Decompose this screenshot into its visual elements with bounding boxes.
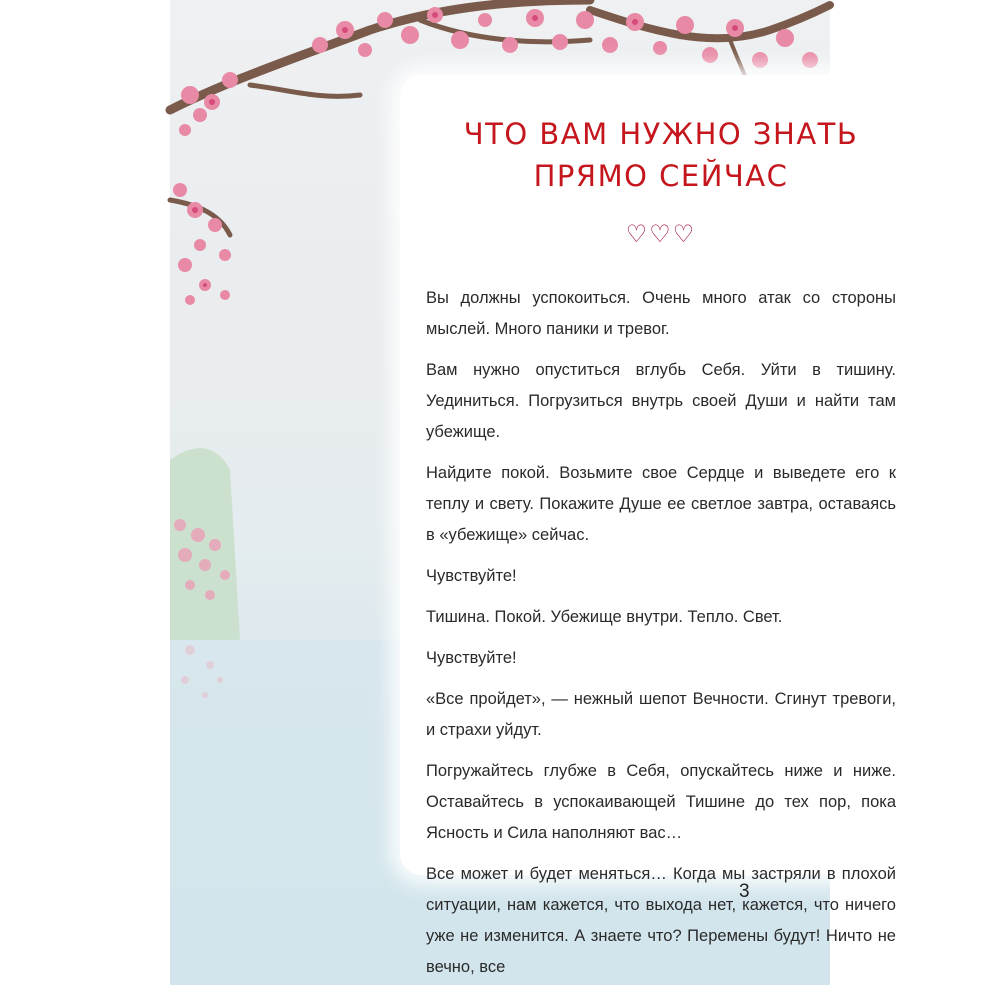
- hill: [170, 448, 240, 640]
- paragraph: Погружайтесь глубже в Себя, опускайтесь ниже и ниже. Оставайтесь в успокаивающей Тишине до тех пор, пока Ясность и Сила наполняют вас…: [426, 762, 896, 842]
- paragraph: Тишина. Покой. Убежище внутри. Тепло. Свет.: [426, 608, 783, 626]
- paragraph: «Все пройдет», — нежный шепот Вечности. Сгинут тревоги, и страхи уйдут.: [426, 690, 896, 739]
- text-card: [400, 75, 922, 976]
- page-title: [400, 113, 922, 197]
- book-page: [170, 0, 896, 985]
- paragraph: Вы должны успокоиться. Очень много атак со стороны мыслей. Много паники и тревог.: [426, 289, 896, 338]
- paragraph: Все может и будет меняться… Когда мы застряли в плохой ситуации, нам кажется, что выхода нет, кажется, что ничего уже не изменится. А знаете что? Перемены будут! Ничто не вечно, все: [426, 865, 896, 976]
- page-number: 3: [739, 881, 750, 902]
- title-line-1: ЧТО ВАМ НУЖНО ЗНАТЬ: [463, 117, 859, 151]
- title-line-2: ПРЯМО СЕЙЧАС: [533, 159, 789, 193]
- body-text: [426, 283, 896, 993]
- paragraph: Чувствуйте!: [426, 649, 517, 667]
- paragraph: Вам нужно опуститься вглубь Себя. Уйти в тишину. Уединиться. Погрузиться внутрь своей Души и найти там убежище.: [426, 361, 896, 441]
- paragraph: Найдите покой. Возьмите свое Сердце и выведете его к теплу и свету. Покажите Душе ее светлое завтра, оставаясь в «убежище» сейчас.: [426, 464, 896, 544]
- hearts-ornament-icon: ♡♡♡: [625, 221, 697, 248]
- paragraph: Чувствуйте!: [426, 567, 517, 585]
